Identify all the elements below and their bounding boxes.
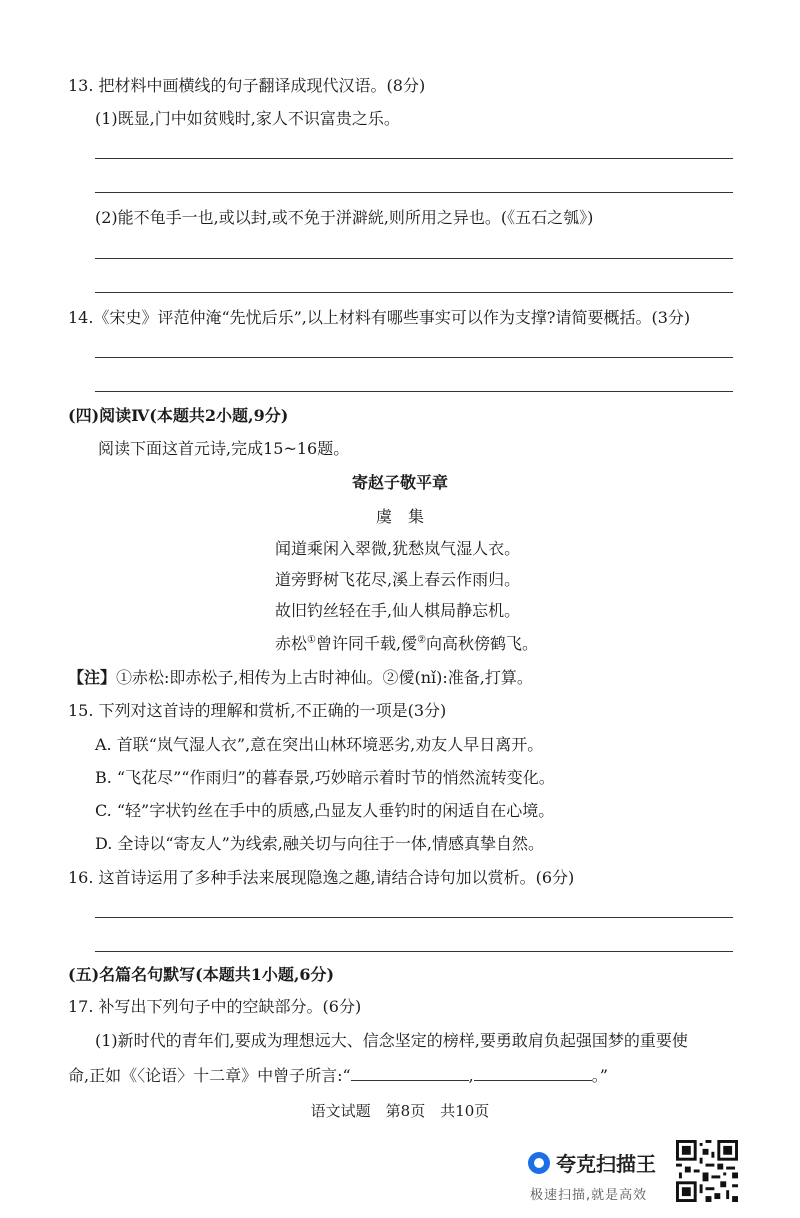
question-13-title: 13. 把材料中画横线的句子翻译成现代汉语。(8分) xyxy=(68,76,426,95)
answer-line xyxy=(95,917,733,918)
poem-line-3: 故旧钓丝轻在手,仙人棋局静忘机。 xyxy=(275,601,521,620)
quote-end: 。” xyxy=(591,1066,608,1085)
question-13-sentence-2: (2)能不龟手一也,或以封,或不免于洴澼絖,则所用之异也。(《五石之瓠》) xyxy=(95,208,594,227)
question-17-line-1: (1)新时代的青年们,要成为理想远大、信念坚定的榜样,要勇敢肩负起强国梦的重要使 xyxy=(95,1031,688,1050)
answer-line xyxy=(95,391,733,392)
poem-line-4 xyxy=(275,633,538,655)
option-d: D. 全诗以“寄友人”为线索,融关切与向往于一体,情感真挚自然。 xyxy=(95,834,544,853)
section-4-intro: 阅读下面这首元诗,完成15~16题。 xyxy=(98,439,350,458)
question-17-title: 17. 补写出下列句子中的空缺部分。(6分) xyxy=(68,997,362,1016)
footnote-marker-2: ② xyxy=(417,634,427,646)
section-4-heading: (四)阅读Ⅳ(本题共2小题,9分) xyxy=(68,406,289,425)
poem-line-1: 闻道乘闲入翠微,犹愁岚气湿人衣。 xyxy=(275,539,521,558)
note-text: ①赤松:即赤松子,相传为上古时神仙。②僾(nǐ):准备,打算。 xyxy=(116,668,533,687)
section-5-heading: (五)名篇名句默写(本题共1小题,6分) xyxy=(68,965,335,984)
question-17-line-2-text: 命,正如《〈论语〉十二章》中曾子所言:“ xyxy=(68,1066,351,1085)
answer-line xyxy=(95,192,733,193)
question-17-line-2 xyxy=(68,1064,608,1087)
fill-blank-2[interactable] xyxy=(474,1064,592,1081)
note-label: 【注】 xyxy=(68,668,117,687)
quark-logo-icon xyxy=(528,1152,550,1174)
poem-line-4-part-a: 赤松 xyxy=(275,634,308,653)
poem-line-4-part-c: 向高秋傍鹤飞。 xyxy=(426,634,539,653)
option-b: B. “飞花尽”“作雨归”的暮春景,巧妙暗示着时节的悄然流转变化。 xyxy=(95,768,555,787)
question-14-title: 14.《宋史》评范仲淹“先忧后乐”,以上材料有哪些事实可以作为支撑?请简要概括。(3分) xyxy=(68,308,691,327)
poem-line-4-part-b: 曾许同千载,僾 xyxy=(315,634,418,653)
blank-separator: , xyxy=(468,1066,474,1085)
answer-line xyxy=(95,158,733,159)
option-c: C. “轻”字状钓丝在手中的质感,凸显友人垂钓时的闲适自在心境。 xyxy=(95,801,555,820)
question-15-title: 15. 下列对这首诗的理解和赏析,不正确的一项是(3分) xyxy=(68,701,447,720)
page-footer: 语文试题 第8页 共10页 xyxy=(310,1102,490,1120)
fill-blank-1[interactable] xyxy=(351,1064,469,1081)
answer-line xyxy=(95,258,733,259)
qr-code-icon xyxy=(676,1140,738,1202)
answer-line xyxy=(95,292,733,293)
poem-title: 寄赵子敬平章 xyxy=(351,473,448,492)
answer-line xyxy=(95,357,733,358)
question-16-title: 16. 这首诗运用了多种手法来展现隐逸之趣,请结合诗句加以赏析。(6分) xyxy=(68,868,575,887)
poem-author: 虞 集 xyxy=(375,507,424,526)
question-13-sentence-1: (1)既显,门中如贫贱时,家人不识富贵之乐。 xyxy=(95,109,400,128)
poem-line-2: 道旁野树飞花尽,溪上春云作雨归。 xyxy=(275,570,521,589)
option-a: A. 首联“岚气湿人衣”,意在突出山林环境恶劣,劝友人早日离开。 xyxy=(95,735,544,754)
scanner-brand xyxy=(528,1148,656,1177)
poem-note xyxy=(68,667,533,689)
brand-slogan: 极速扫描,就是高效 xyxy=(530,1188,648,1203)
answer-line xyxy=(95,951,733,952)
footnote-marker-1: ① xyxy=(307,634,316,646)
brand-name: 夸克扫描王 xyxy=(556,1152,656,1176)
